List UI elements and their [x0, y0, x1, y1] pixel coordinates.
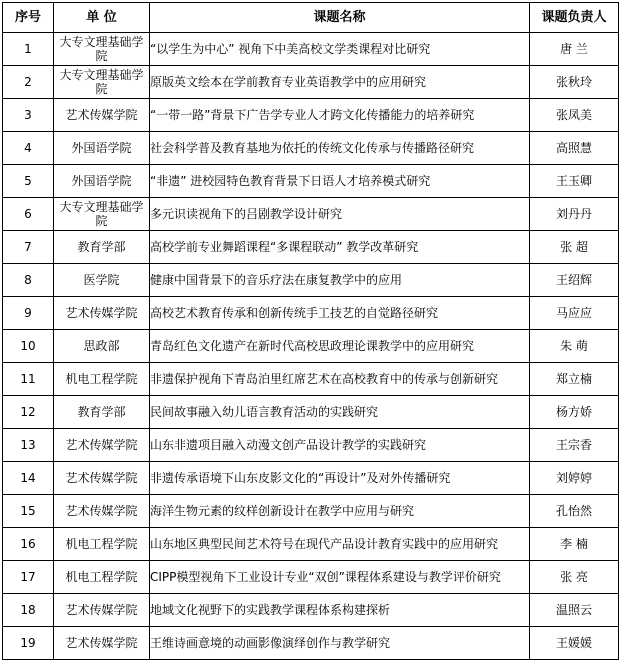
table-row: [3, 297, 619, 330]
table-row: [3, 231, 619, 264]
cell-num: 3: [3, 99, 54, 132]
cell-owner: 郑立楠: [530, 363, 619, 396]
cell-unit: 机电工程学院: [54, 528, 150, 561]
cell-unit: 艺术传媒学院: [54, 297, 150, 330]
cell-unit: 医学院: [54, 264, 150, 297]
cell-owner: 王宗香: [530, 429, 619, 462]
cell-owner: 张秋玲: [530, 66, 619, 99]
cell-unit: 机电工程学院: [54, 561, 150, 594]
cell-unit: 教育学部: [54, 396, 150, 429]
cell-owner: 唐 兰: [530, 33, 619, 66]
cell-num: 11: [3, 363, 54, 396]
table-row: [3, 396, 619, 429]
cell-owner: 张 超: [530, 231, 619, 264]
cell-unit: 艺术传媒学院: [54, 462, 150, 495]
table-row: [3, 165, 619, 198]
cell-title: 高校艺术教育传承和创新传统手工技艺的自觉路径研究: [150, 297, 530, 330]
cell-unit: 教育学部: [54, 231, 150, 264]
cell-unit: 艺术传媒学院: [54, 495, 150, 528]
cell-unit: 大专文理基础学院: [54, 33, 150, 66]
cell-title: 山东地区典型民间艺术符号在现代产品设计教育实践中的应用研究: [150, 528, 530, 561]
table-row: [3, 429, 619, 462]
table-row: [3, 99, 619, 132]
table-row: [3, 495, 619, 528]
cell-title: 非遗保护视角下青岛泊里红席艺术在高校教育中的传承与创新研究: [150, 363, 530, 396]
cell-unit: 大专文理基础学院: [54, 66, 150, 99]
header-title: 课题名称: [150, 3, 530, 33]
header-owner: 课题负责人: [530, 3, 619, 33]
cell-num: 5: [3, 165, 54, 198]
cell-title: 地域文化视野下的实践教学课程体系构建探析: [150, 594, 530, 627]
table-row: [3, 627, 619, 660]
cell-unit: 艺术传媒学院: [54, 429, 150, 462]
cell-owner: 高照慧: [530, 132, 619, 165]
cell-owner: 张凤美: [530, 99, 619, 132]
cell-num: 2: [3, 66, 54, 99]
cell-title: 王维诗画意境的动画影像演绎创作与教学研究: [150, 627, 530, 660]
cell-owner: 王媛媛: [530, 627, 619, 660]
table-row: [3, 264, 619, 297]
cell-unit: 外国语学院: [54, 132, 150, 165]
cell-owner: 王玉卿: [530, 165, 619, 198]
cell-owner: 杨方娇: [530, 396, 619, 429]
table-row: [3, 66, 619, 99]
cell-num: 10: [3, 330, 54, 363]
cell-owner: 李 楠: [530, 528, 619, 561]
cell-num: 18: [3, 594, 54, 627]
cell-num: 16: [3, 528, 54, 561]
table-row: [3, 33, 619, 66]
cell-num: 15: [3, 495, 54, 528]
cell-num: 9: [3, 297, 54, 330]
cell-title: 山东非遗项目融入动漫文创产品设计教学的实践研究: [150, 429, 530, 462]
cell-unit: 艺术传媒学院: [54, 99, 150, 132]
cell-num: 1: [3, 33, 54, 66]
cell-title: CIPP模型视角下工业设计专业“双创”课程体系建设与教学评价研究: [150, 561, 530, 594]
cell-owner: 温照云: [530, 594, 619, 627]
cell-unit: 思政部: [54, 330, 150, 363]
cell-title: 非遗传承语境下山东皮影文化的“再设计”及对外传播研究: [150, 462, 530, 495]
cell-num: 14: [3, 462, 54, 495]
cell-owner: 刘丹丹: [530, 198, 619, 231]
cell-num: 17: [3, 561, 54, 594]
cell-title: 健康中国背景下的音乐疗法在康复教学中的应用: [150, 264, 530, 297]
cell-title: “非遗” 进校园特色教育背景下日语人才培养模式研究: [150, 165, 530, 198]
cell-num: 19: [3, 627, 54, 660]
table-row: [3, 462, 619, 495]
cell-unit: 外国语学院: [54, 165, 150, 198]
cell-unit: 艺术传媒学院: [54, 594, 150, 627]
table-row: [3, 330, 619, 363]
table-header-row: [3, 3, 619, 33]
cell-unit: 机电工程学院: [54, 363, 150, 396]
cell-title: “以学生为中心” 视角下中美高校文学类课程对比研究: [150, 33, 530, 66]
cell-owner: 王绍辉: [530, 264, 619, 297]
table-row: [3, 132, 619, 165]
cell-num: 13: [3, 429, 54, 462]
header-num: 序号: [3, 3, 54, 33]
cell-title: 海洋生物元素的纹样创新设计在教学中应用与研究: [150, 495, 530, 528]
table-row: [3, 561, 619, 594]
cell-owner: 刘婷婷: [530, 462, 619, 495]
cell-owner: 朱 萌: [530, 330, 619, 363]
cell-unit: 艺术传媒学院: [54, 627, 150, 660]
table-row: [3, 363, 619, 396]
cell-num: 8: [3, 264, 54, 297]
header-unit: 单 位: [54, 3, 150, 33]
cell-owner: 孔怡然: [530, 495, 619, 528]
cell-title: 民间故事融入幼儿语言教育活动的实践研究: [150, 396, 530, 429]
cell-num: 12: [3, 396, 54, 429]
cell-owner: 马应应: [530, 297, 619, 330]
table-row: [3, 594, 619, 627]
cell-num: 6: [3, 198, 54, 231]
cell-title: 高校学前专业舞蹈课程“多课程联动” 教学改革研究: [150, 231, 530, 264]
cell-title: 原版英文绘本在学前教育专业英语教学中的应用研究: [150, 66, 530, 99]
cell-unit: 大专文理基础学院: [54, 198, 150, 231]
cell-title: 多元识读视角下的吕剧教学设计研究: [150, 198, 530, 231]
cell-num: 4: [3, 132, 54, 165]
cell-owner: 张 亮: [530, 561, 619, 594]
cell-num: 7: [3, 231, 54, 264]
table-row: [3, 528, 619, 561]
table-row: [3, 198, 619, 231]
cell-title: 社会科学普及教育基地为依托的传统文化传承与传播路径研究: [150, 132, 530, 165]
cell-title: “一带一路”背景下广告学专业人才跨文化传播能力的培养研究: [150, 99, 530, 132]
project-table: [2, 2, 619, 660]
cell-title: 青岛红色文化遗产在新时代高校思政理论课教学中的应用研究: [150, 330, 530, 363]
